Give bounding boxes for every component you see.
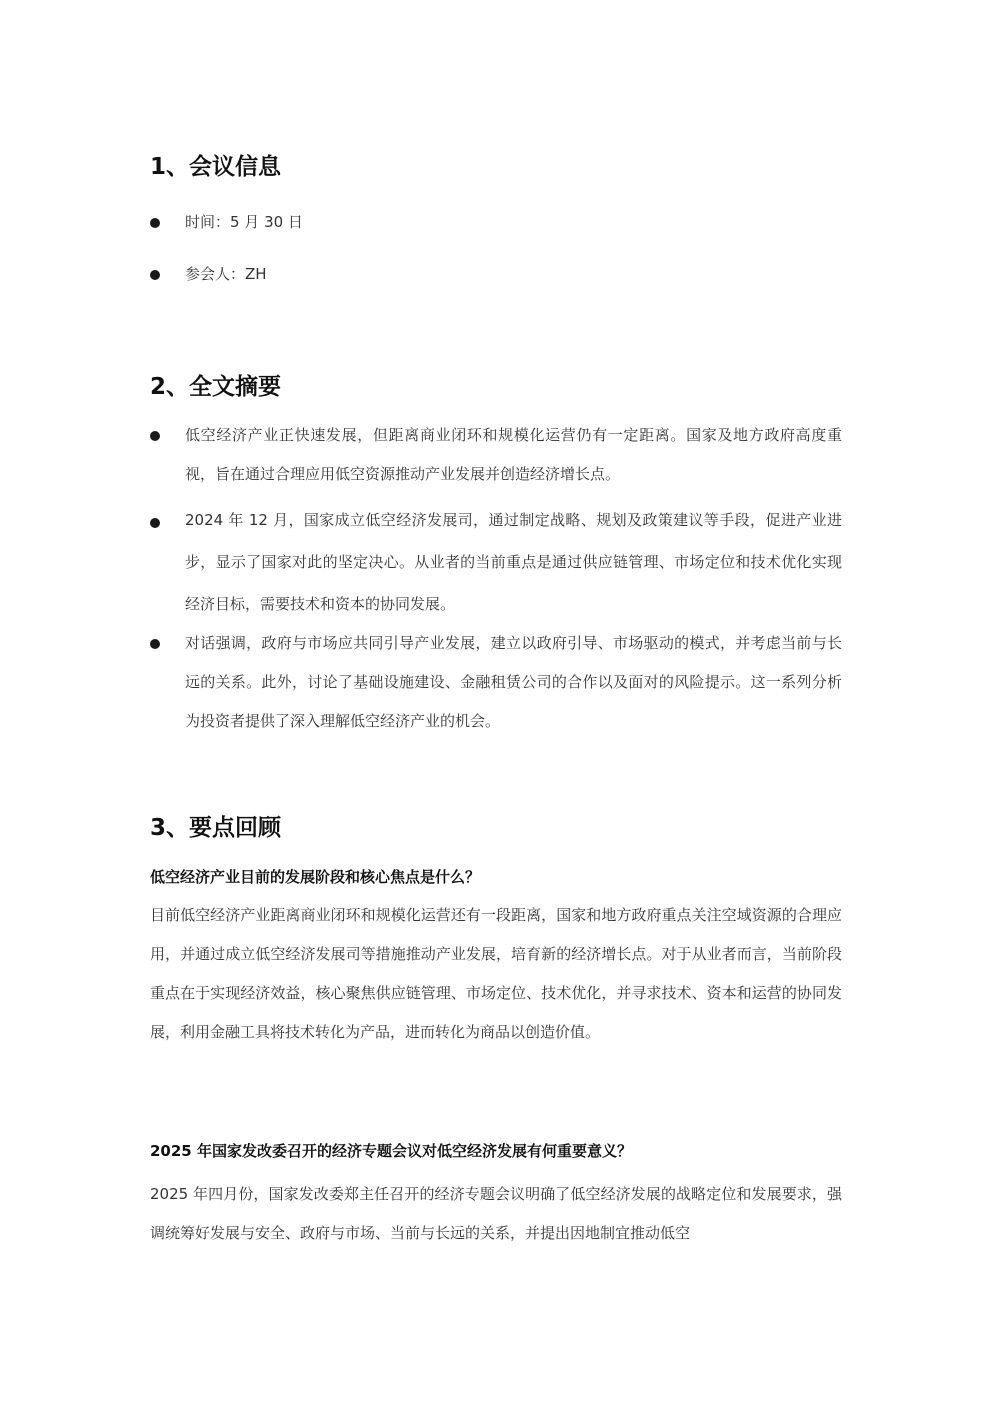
question-title: 2025 年国家发改委召开的经济专题会议对低空经济发展有何重要意义？ — [150, 1142, 632, 1160]
answer-paragraph: 2025 年四月份，国家发改委郑主任召开的经济专题会议明确了低空经济发展的战略定位和发展要求，强调统筹好发展与安全、政府与市场、当前与长远的关系，并提出因地制宜推动低空 — [150, 1185, 842, 1242]
bullet-icon — [150, 639, 160, 649]
bullet-icon — [150, 431, 160, 441]
section-heading-key-points: 3、要点回顾 — [150, 815, 282, 841]
answer-paragraph: 目前低空经济产业距离商业闭环和规模化运营还有一段距离，国家和地方政府重点关注空域资源的合理应用，并通过成立低空经济发展司等措施推动产业发展，培育新的经济增长点。对于从业者而言，当前阶段重点在于实现经济效益，核心聚焦供应链管理、市场定位、技术优化，并寻求技术、资本和运营的协同发展，利用金融工具将技术转化为产品，进而转化为商品以创造价值。 — [150, 906, 842, 1041]
meeting-participants: 参会人：ZH — [185, 265, 267, 283]
bullet-icon — [150, 270, 160, 280]
list-item — [150, 203, 842, 242]
bullet-icon — [150, 218, 160, 228]
meeting-time: 时间：5 月 30 日 — [185, 213, 303, 231]
question-title: 低空经济产业目前的发展阶段和核心焦点是什么？ — [150, 868, 481, 886]
section-heading-summary: 2、全文摘要 — [150, 374, 282, 400]
section-heading-meeting-info: 1、会议信息 — [150, 154, 282, 180]
list-item — [150, 255, 842, 294]
summary-text: 低空经济产业正快速发展，但距离商业闭环和规模化运营仍有一定距离。国家及地方政府高度重视，旨在通过合理应用低空资源推动产业发展并创造经济增长点。 — [185, 426, 842, 483]
list-item — [150, 507, 842, 625]
summary-text: 2024 年 12 月，国家成立低空经济发展司，通过制定战略、规划及政策建议等手段，促进产业进步，显示了国家对此的坚定决心。从业者的当前重点是通过供应链管理、市场定位和技术优化实现经济目标，需要技术和资本的协同发展。 — [185, 511, 842, 613]
summary-text: 对话强调，政府与市场应共同引导产业发展，建立以政府引导、市场驱动的模式，并考虑当前与长远的关系。此外，讨论了基础设施建设、金融租赁公司的合作以及面对的风险提示。这一系列分析为投资者提供了深入理解低空经济产业的机会。 — [185, 634, 842, 730]
list-item — [150, 416, 842, 494]
list-item — [150, 624, 842, 741]
bullet-icon — [150, 518, 160, 528]
